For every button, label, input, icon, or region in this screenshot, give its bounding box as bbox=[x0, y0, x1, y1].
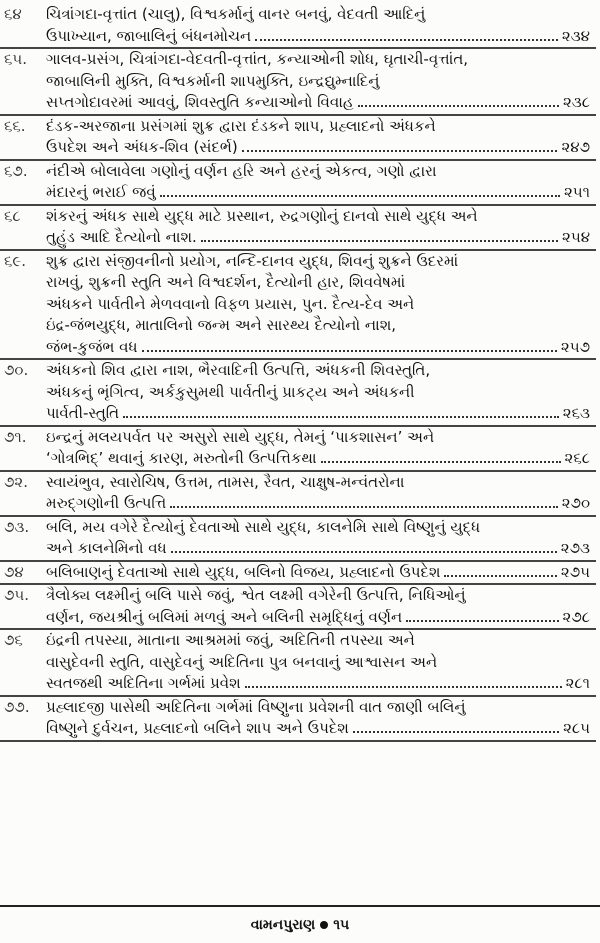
dot-leader bbox=[358, 104, 559, 107]
entry-line: અંધકનું ભૃંગિત્વ, અર્કકુસુમથી પાર્વતીનું પ્રાકટ્ય અને અંધકની bbox=[46, 382, 415, 401]
toc-entry bbox=[0, 161, 596, 206]
entry-page-number: ૨૮૫ bbox=[563, 719, 590, 737]
entry-line: અંધકનો શિવ દ્વારા નાશ, ભૈરવાદિની ઉત્પત્તિ, અંધકની શિવસ્તુતિ, bbox=[46, 361, 431, 379]
entry-line: વર્ણન, જયશ્રીનું બલિમાં મળવું અને બલિની સમૃદ્ધિનું વર્ણન bbox=[46, 607, 403, 626]
entry-line: પાર્વતી-સ્તુતિ bbox=[46, 404, 120, 422]
entry-line: સ્વાયંભુવ, સ્વારોચિષ, ઉત્તમ, તામસ, રૈવત, ચાક્ષુષ-મન્વંતરોના bbox=[46, 472, 405, 491]
entry-line: ઇંદ્ર-જંભયુદ્ધ, માતાલિનો જન્મ અને સારથ્ય દૈત્યોનો નાશ, bbox=[46, 316, 397, 334]
footer-page-number: ૧૫ bbox=[333, 917, 350, 933]
toc-entry bbox=[0, 562, 596, 586]
entry-line: જાબાલિની મુક્તિ, વિશ્વકર્માની શાપમુક્તિ, ઇન્દ્રદ્યુમ્નાદિનું bbox=[46, 71, 380, 90]
entry-number: ૬૭. bbox=[4, 161, 28, 180]
entry-number: ૭૦. bbox=[4, 361, 29, 379]
entry-number: ૭૨. bbox=[4, 472, 28, 491]
entry-line: ચિત્રાંગદા-વૃત્તાંત (ચાલુ), વિશ્વકર્માનું વાનર બનવું, વેદવતી આદિનું bbox=[46, 5, 426, 23]
toc-entry bbox=[0, 585, 596, 630]
dot-leader bbox=[444, 574, 556, 577]
entry-page-number: ૨૫૪ bbox=[562, 228, 590, 246]
toc-entry bbox=[0, 472, 596, 517]
entry-number: ૭૪ bbox=[4, 562, 24, 581]
dot-leader bbox=[321, 460, 561, 463]
entry-body bbox=[46, 630, 590, 695]
entry-line: ઇંદ્રની તપસ્યા, માતાના આશ્રમમાં જવું, અદિતિની તપસ્યા અને bbox=[46, 631, 415, 649]
footer-label bbox=[251, 917, 350, 933]
entry-line: વાસુદેવની સ્તુતિ, વાસુદેવનું અદિતિના પુત્ર બનવાનું આશ્વાસન અને bbox=[46, 652, 438, 671]
entry-body bbox=[46, 161, 590, 204]
entry-number: ૬૯. bbox=[4, 251, 27, 270]
dot-leader bbox=[123, 415, 559, 418]
entry-body bbox=[46, 427, 590, 470]
entry-number: ૬૬. bbox=[4, 116, 26, 135]
entry-last-line bbox=[46, 26, 590, 48]
dot-leader bbox=[353, 730, 559, 733]
entry-line: શુક્ર દ્વારા સંજીવનીનો પ્રયોગ, નન્દિ-દાનવ યુદ્ધ, શિવનું શુક્રને ઉદરમાં bbox=[46, 251, 459, 270]
bullet-icon bbox=[320, 921, 328, 929]
entry-number: ૭૧. bbox=[4, 427, 27, 446]
entry-last-line bbox=[46, 337, 590, 359]
toc-entry bbox=[0, 360, 596, 427]
entry-page-number: ૨૭૫ bbox=[560, 562, 590, 581]
dot-leader bbox=[201, 239, 558, 242]
entry-body bbox=[46, 251, 590, 359]
entry-body bbox=[46, 562, 590, 584]
footer-book-title: વામનપુરાણ bbox=[250, 917, 316, 933]
entry-line: જંભ-કુજંભ વધ bbox=[46, 337, 138, 356]
dot-leader bbox=[255, 38, 558, 41]
dot-leader bbox=[160, 194, 560, 197]
toc-entry bbox=[0, 427, 596, 472]
entry-line: મંદારનું ભરાઈ જવું bbox=[46, 183, 156, 201]
toc-entry bbox=[0, 49, 596, 116]
entry-line: ‘ગોત્રભિદ્’ થવાનું કારણ, મરુતોની ઉત્પત્તિકથા bbox=[46, 449, 317, 467]
entry-last-line bbox=[46, 718, 590, 740]
entry-number: ૬૪ bbox=[4, 5, 22, 23]
entry-number: ૭૩. bbox=[4, 517, 30, 536]
entry-line: બલિ, મય વગેરે દૈત્યોનું દેવતાઓ સાથે યુદ્ધ, કાલનેમિ સાથે વિષ્ણુનું યુદ્ધ bbox=[46, 517, 481, 536]
entry-page-number: ૨૬૮ bbox=[564, 449, 590, 467]
entry-last-line bbox=[46, 493, 590, 515]
table-of-contents bbox=[0, 4, 596, 742]
dot-leader bbox=[171, 550, 557, 553]
entry-number: ૭૬ bbox=[4, 631, 23, 649]
entry-line: દંડક-અરજાના પ્રસંગમાં શુક્ર દ્વારા દંડકને શાપ, પ્રહ્લાદનો અંધકને bbox=[46, 116, 436, 135]
entry-last-line bbox=[46, 673, 590, 695]
entry-line: શંકરનું અંધક સાથે યુદ્ધ માટે પ્રસ્થાન, રુદ્રગણોનું દાનવો સાથે યુદ્ધ અને bbox=[46, 206, 478, 225]
entry-number: ૭૭. bbox=[4, 697, 30, 716]
entry-last-line bbox=[46, 182, 590, 204]
toc-entry bbox=[0, 206, 596, 251]
toc-entry bbox=[0, 517, 596, 562]
entry-line: મરુદ્ગણોની ઉત્પત્તિ bbox=[46, 494, 167, 512]
entry-page-number: ૨૪૭ bbox=[561, 138, 590, 156]
entry-body bbox=[46, 697, 590, 740]
entry-number: ૭૫. bbox=[4, 586, 30, 604]
entry-last-line bbox=[46, 607, 590, 629]
entry-line: ઉપદેશ અને અંધક-શિવ (સંદર્ભ) bbox=[46, 138, 238, 156]
entry-line: અને કાલનેમિનો વધ bbox=[46, 539, 167, 557]
entry-body bbox=[46, 116, 590, 159]
entry-line: વિષ્ણુને દુર્વચન, પ્રહ્લાદનો બલિને શાપ અને ઉપદેશ bbox=[46, 719, 349, 737]
dot-leader bbox=[406, 619, 558, 622]
entry-page-number: ૨૩૮ bbox=[562, 93, 590, 111]
entry-number: ૬૫. bbox=[4, 50, 28, 68]
entry-body bbox=[46, 49, 590, 114]
entry-last-line bbox=[46, 137, 590, 159]
dot-leader bbox=[245, 685, 562, 688]
toc-entry bbox=[0, 116, 596, 161]
entry-page-number: ૨૮૧ bbox=[565, 674, 590, 692]
dot-leader bbox=[170, 505, 558, 508]
entry-body bbox=[46, 206, 590, 249]
entry-page-number: ૨૫૧ bbox=[563, 183, 590, 201]
page-footer bbox=[0, 905, 600, 943]
entry-line: ગાલવ-પ્રસંગ, ચિત્રાંગદા-વેદવતી-વૃત્તાંત, કન્યાઓની શોધ, ઘૃતાચી-વૃત્તાંત, bbox=[46, 50, 469, 68]
toc-entry bbox=[0, 251, 596, 361]
entry-body bbox=[46, 585, 590, 628]
entry-page-number: ૨૭૩ bbox=[560, 539, 590, 557]
entry-last-line bbox=[46, 227, 590, 249]
toc-entry bbox=[0, 4, 596, 49]
entry-page-number: ૨૭૮ bbox=[562, 607, 590, 626]
entry-line: સ્વતજથી અદિતિના ગર્ભમાં પ્રવેશ bbox=[46, 674, 241, 692]
entry-last-line bbox=[46, 448, 590, 470]
entry-line: રાખવું, શુક્રની સ્તુતિ અને વિશ્વદર્શન, દૈત્યોની હાર, શિવવેષમાં bbox=[46, 273, 406, 291]
entry-line: બલિબાણનું દેવતાઓ સાથે યુદ્ધ, બલિનો વિજય, પ્રહ્લાદનો ઉપદેશ bbox=[46, 562, 441, 581]
entry-body bbox=[46, 472, 590, 515]
entry-last-line bbox=[46, 538, 590, 560]
entry-last-line bbox=[46, 403, 590, 425]
dot-leader bbox=[142, 349, 557, 352]
toc-entry bbox=[0, 630, 596, 697]
entry-line: નંદીએ બોલાવેલા ગણોનું વર્ણન હરિ અને હરનું એકત્વ, ગણો દ્વારા bbox=[46, 161, 437, 180]
entry-line: તુહુંડ આદિ દૈત્યોનો નાશ. bbox=[46, 228, 197, 246]
entry-page-number: ૨૩૪ bbox=[561, 26, 590, 45]
entry-line: પ્રહ્લાદજી પાસેથી અદિતિના ગર્ભમાં વિષ્ણુના પ્રવેશની વાત જાણી બલિનું bbox=[46, 697, 466, 716]
entry-body bbox=[46, 517, 590, 560]
entry-line: ત્રૈલોક્ય લક્ષ્મીનું બલિ પાસે જવું, શ્વેત લક્ષ્મી વગેરેની ઉત્પત્તિ, નિધિઓનું bbox=[46, 586, 466, 604]
entry-page-number: ૨૭૦ bbox=[561, 494, 590, 512]
entry-line: સપ્તગોદાવરમાં આવવું, શિવસ્તુતિ કન્યાઓનો વિવાહ bbox=[46, 93, 354, 111]
dot-leader bbox=[242, 149, 558, 152]
entry-last-line bbox=[46, 92, 590, 114]
toc-entry bbox=[0, 697, 596, 742]
entry-page-number: ૨૫૭ bbox=[560, 337, 590, 356]
entry-last-line bbox=[46, 562, 590, 584]
entry-line: ઇન્દ્રનું મલયપર્વત પર અસુરો સાથે યુદ્ધ, તેમનું ‘પાકશાસન’ અને bbox=[46, 427, 435, 446]
entry-body bbox=[46, 360, 590, 425]
entry-line: ઉપાખ્યાન, જાબાલિનું બંધનમોચન bbox=[46, 26, 252, 45]
entry-page-number: ૨૬૩ bbox=[562, 404, 590, 422]
entry-line: અંધકને પાર્વતીને મેળવવાનો વિફળ પ્રયાસ, પુન. દૈત્ય-દેવ અને bbox=[46, 294, 415, 313]
entry-body bbox=[46, 4, 590, 47]
entry-number: ૬૮ bbox=[4, 206, 21, 225]
